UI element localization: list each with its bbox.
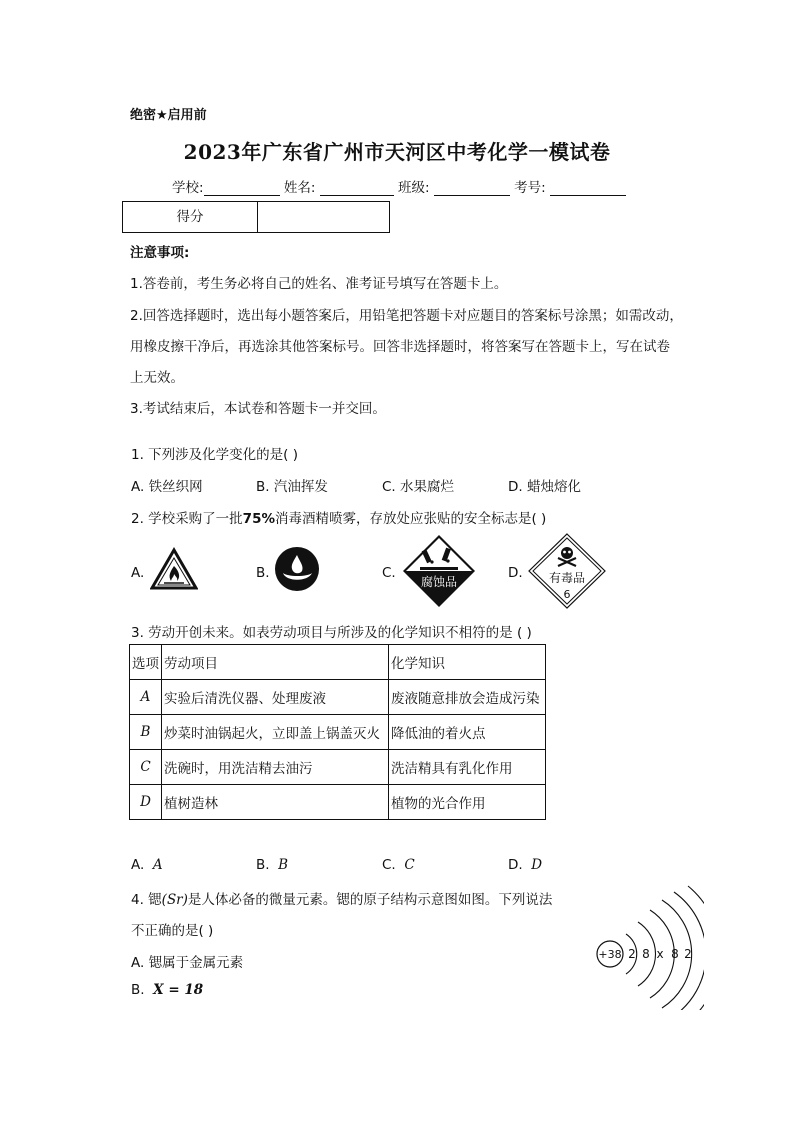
confidential-label: 绝密★启用前 — [130, 108, 207, 123]
table-cell-option: B — [130, 715, 162, 750]
question-3-option-c[interactable]: C. C — [382, 857, 415, 873]
question-1-stem: 1. 下列涉及化学变化的是( ) — [131, 447, 298, 463]
question-1-option-a[interactable]: A. 铁丝织网 — [131, 479, 203, 495]
shell-1-electrons: 2 — [628, 947, 636, 961]
toxic-warning-icon[interactable] — [526, 532, 608, 610]
notice-item-2-line-1: 2.回答选择题时，选出每小题答案后，用铅笔把答题卡对应题目的答案标号涂黑；如需改动， — [130, 308, 683, 324]
table-cell-option: D — [130, 785, 162, 820]
notice-heading: 注意事项: — [130, 245, 190, 261]
flammable-warning-icon[interactable] — [150, 547, 198, 591]
table-cell-option: C — [130, 750, 162, 785]
shell-5-electrons: 2 — [684, 947, 692, 961]
table-cell-labor: 实验后清洗仪器、处理废液 — [162, 680, 389, 715]
question-3-table — [129, 644, 546, 820]
question-3-option-b[interactable]: B. B — [256, 857, 289, 873]
question-2-option-c-label[interactable]: C. — [382, 565, 396, 581]
table-header-labor: 劳动项目 — [162, 645, 389, 680]
notice-item-2-line-3: 上无效。 — [130, 370, 184, 386]
toxic-sign-class-number: 6 — [563, 588, 571, 601]
question-1-option-c[interactable]: C. 水果腐烂 — [382, 479, 455, 495]
table-cell-knowledge: 洗洁精具有乳化作用 — [389, 750, 546, 785]
question-3-option-a[interactable]: A. A — [131, 857, 163, 873]
table-row — [130, 680, 546, 715]
notice-item-1: 1.答卷前，考生务必将自己的姓名、准考证号填写在答题卡上。 — [130, 276, 508, 292]
question-2-stem-suffix: 消毒酒精喷雾，存放处应张贴的安全标志是( ) — [275, 511, 547, 527]
question-2-option-a-label[interactable]: A. — [131, 565, 145, 581]
question-3-stem: 3. 劳动开创未来。如表劳动项目与所涉及的化学知识不相符的是 ( ) — [131, 625, 532, 641]
question-4-stem-line-2: 不正确的是( ) — [131, 923, 214, 939]
exam-number-blank[interactable] — [550, 181, 626, 196]
question-1-option-d[interactable]: D. 蜡烛熔化 — [508, 479, 581, 495]
name-blank[interactable] — [320, 181, 394, 196]
page-title: 2023年广东省广州市天河区中考化学一模试卷 — [183, 140, 611, 164]
score-value-cell[interactable] — [258, 202, 389, 232]
exam-number-label: 考号: — [514, 180, 546, 196]
toxic-sign-text: 有毒品 — [548, 571, 586, 585]
table-cell-labor: 洗碗时，用洗洁精去油污 — [162, 750, 389, 785]
shell-3-electrons: x — [656, 947, 664, 961]
class-label: 班级: — [398, 180, 430, 196]
school-label: 学校: — [172, 180, 204, 196]
table-header-option: 选项 — [130, 645, 162, 680]
score-label: 得分 — [123, 202, 258, 232]
shell-2-electrons: 8 — [642, 947, 650, 961]
strontium-symbol: (Sr) — [161, 892, 188, 908]
score-box — [122, 201, 390, 233]
question-2-stem-percentage: 75% — [242, 511, 275, 527]
notice-item-2-line-2: 用橡皮擦干净后，再选涂其他答案标号。回答非选择题时，将答案写在答题卡上，写在试卷 — [130, 339, 670, 355]
table-row — [130, 785, 546, 820]
question-4-stem-line-1: 4. 锶(Sr)是人体必备的微量元素。锶的原子结构示意图如图。下列说法 — [131, 892, 553, 908]
student-info-line — [172, 176, 626, 196]
question-4-option-b[interactable]: B. X = 18 — [131, 982, 204, 998]
table-row — [130, 715, 546, 750]
table-cell-knowledge: 植物的光合作用 — [389, 785, 546, 820]
table-cell-option: A — [130, 680, 162, 715]
question-2-option-d-label[interactable]: D. — [508, 565, 523, 581]
table-row — [130, 750, 546, 785]
spontaneous-combustion-icon[interactable] — [274, 546, 320, 592]
table-cell-knowledge: 降低油的着火点 — [389, 715, 546, 750]
question-2-option-b-label[interactable]: B. — [256, 565, 270, 581]
nucleus-charge: +38 — [598, 948, 622, 961]
name-label: 姓名: — [283, 180, 316, 196]
table-header-row — [130, 645, 546, 680]
school-blank[interactable] — [204, 181, 280, 196]
class-blank[interactable] — [434, 181, 510, 196]
question-2-stem-prefix: 2. 学校采购了一批 — [131, 511, 243, 527]
table-cell-labor: 植树造林 — [162, 785, 389, 820]
question-1-option-b[interactable]: B. 汽油挥发 — [256, 479, 328, 495]
notice-item-3: 3.考试结束后，本试卷和答题卡一并交回。 — [130, 401, 386, 417]
strontium-atom-diagram — [592, 880, 704, 1010]
question-3-option-d[interactable]: D. D — [508, 857, 543, 873]
question-2-stem — [131, 507, 546, 527]
corrosive-sign-text: 腐蚀品 — [420, 575, 458, 589]
table-cell-knowledge: 废液随意排放会造成污染 — [389, 680, 546, 715]
corrosive-warning-icon[interactable] — [402, 534, 476, 608]
shell-4-electrons: 8 — [671, 947, 679, 961]
question-4-option-a[interactable]: A. 锶属于金属元素 — [131, 955, 244, 971]
electron-shell-arcs — [626, 886, 704, 1010]
table-header-knowledge: 化学知识 — [389, 645, 546, 680]
table-cell-labor: 炒菜时油锅起火，立即盖上锅盖灭火 — [162, 715, 389, 750]
